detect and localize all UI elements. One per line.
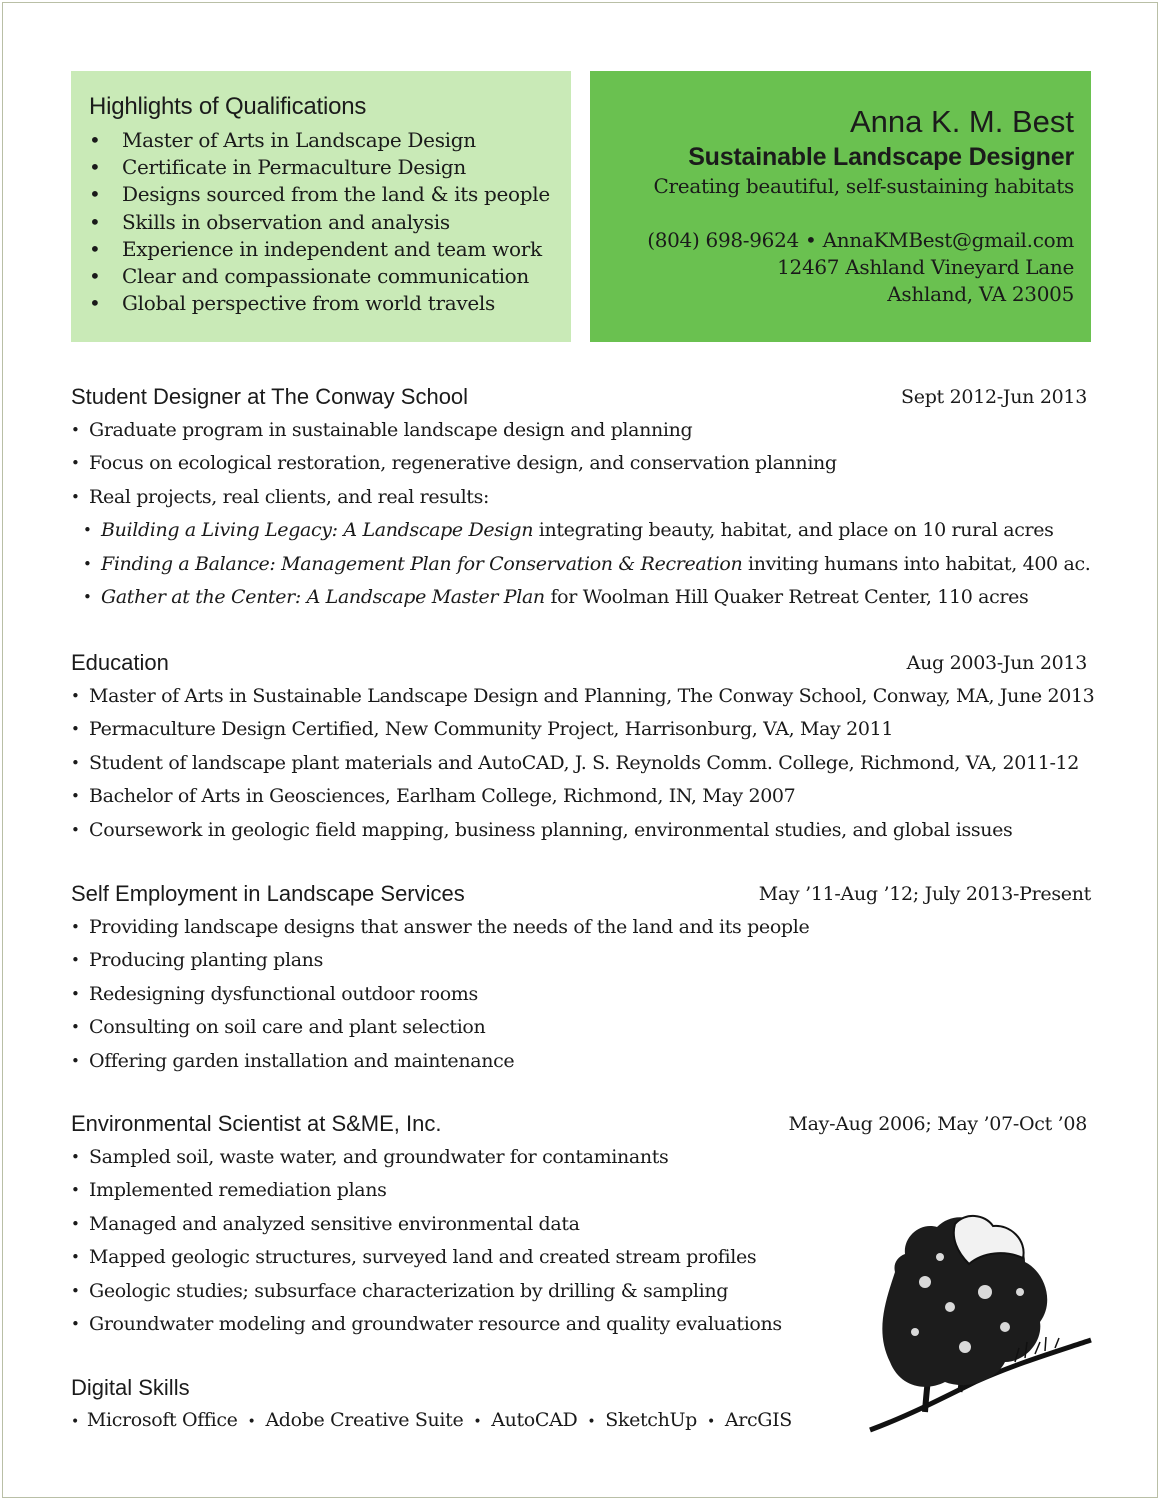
project-title: Finding a Balance: Management Plan for Conservation & Recreation	[101, 552, 743, 575]
section-title: Environmental Scientist at S&ME, Inc.	[71, 1111, 442, 1136]
list-item: • Focus on ecological restoration, regenerative design, and conservation planning	[71, 447, 1091, 480]
bullet: •	[247, 1414, 256, 1430]
list-item: • Student of landscape plant materials and AutoCAD, J. S. Reynolds Comm. College, Richmond, VA, 2011-12	[71, 747, 1091, 780]
list-item: • Mapped geologic structures, surveyed land and created stream profiles	[71, 1241, 1091, 1274]
list-item: • Master of Arts in Sustainable Landscape Design and Planning, The Conway School, Conway, MA, June 2013	[71, 680, 1091, 713]
bullet: •	[89, 264, 101, 289]
section-date: May-Aug 2006; May ’07-Oct ’08	[788, 1113, 1087, 1135]
bullet: •	[83, 588, 92, 607]
list-item: • Managed and analyzed sensitive environmental data	[71, 1208, 1091, 1241]
bullet: •	[71, 687, 80, 705]
skill: AutoCAD	[491, 1409, 578, 1431]
sub-list-item: • Gather at the Center: A Landscape Master Plan for Woolman Hill Quaker Retreat Center, 110 acres	[71, 581, 1091, 614]
bullet: •	[89, 155, 101, 180]
section-list	[71, 911, 1091, 1078]
bullet: •	[71, 487, 80, 506]
bullet: •	[89, 236, 101, 261]
skill: Adobe Creative Suite	[265, 1409, 464, 1431]
section-self-employment	[71, 881, 1091, 1078]
bullet: •	[71, 918, 80, 936]
list-item: • Designs sourced from the land & its people	[89, 181, 571, 208]
section-list	[71, 414, 1091, 614]
sub-list-item: • Finding a Balance: Management Plan for Conservation & Recreation inviting humans into habitat, 400 ac.	[71, 548, 1091, 581]
bullet: •	[71, 1248, 80, 1267]
contact-phone-email: (804) 698-9624 • AnnaKMBest@gmail.com	[647, 228, 1074, 252]
list-item: • Experience in independent and team work	[89, 236, 571, 263]
bullet: •	[89, 209, 101, 234]
bullet: •	[587, 1414, 596, 1430]
section-date: Sept 2012-Jun 2013	[901, 386, 1087, 408]
bullet: •	[71, 787, 80, 806]
applicant-name: Anna K. M. Best	[850, 104, 1074, 139]
list-item: • Groundwater modeling and groundwater resource and quality evaluations	[71, 1308, 1091, 1341]
section-title: Self Employment in Landscape Services	[71, 881, 465, 906]
bullet: •	[71, 1181, 80, 1200]
list-item: • Consulting on soil care and plant selection	[71, 1011, 1091, 1044]
list-item: • Permaculture Design Certified, New Community Project, Harrisonburg, VA, May 2011	[71, 713, 1091, 746]
highlights-box	[71, 71, 571, 342]
list-item: • Real projects, real clients, and real results:	[71, 481, 1091, 514]
list-item: • Certificate in Permaculture Design	[89, 154, 571, 181]
list-item: • Graduate program in sustainable landscape design and planning	[71, 414, 1091, 447]
section-list	[71, 680, 1095, 847]
list-item: • Clear and compassionate communication	[89, 263, 571, 290]
skill: Microsoft Office	[86, 1409, 238, 1431]
list-item: • Producing planting plans	[71, 944, 1091, 977]
bullet: •	[89, 182, 101, 207]
list-item: • Master of Arts in Landscape Design	[89, 127, 571, 154]
section-header	[71, 881, 1091, 911]
tree-illustration	[865, 1212, 1095, 1437]
bullet: •	[71, 753, 80, 772]
highlights-title: Highlights of Qualifications	[89, 93, 367, 120]
bullet: •	[89, 128, 101, 152]
section-title: Education	[71, 650, 169, 675]
bullet: •	[71, 1214, 80, 1233]
applicant-role: Sustainable Landscape Designer	[688, 143, 1074, 171]
list-item: • Geologic studies; subsurface characterization by drilling & sampling	[71, 1275, 1091, 1308]
tagline: Creating beautiful, self-sustaining habitats	[653, 174, 1074, 198]
list-item: • Bachelor of Arts in Geosciences, Earlham College, Richmond, IN, May 2007	[71, 780, 1091, 813]
bullet: •	[71, 720, 80, 739]
bullet: •	[71, 951, 80, 970]
bullet: •	[71, 1414, 79, 1430]
bullet: •	[473, 1414, 482, 1430]
bullet: •	[83, 521, 92, 540]
section-education	[71, 650, 1095, 847]
section-date: Aug 2003-Jun 2013	[906, 652, 1087, 674]
header-box	[590, 71, 1091, 342]
bullet: •	[71, 1051, 80, 1070]
bullet: •	[71, 820, 80, 839]
list-item: • Global perspective from world travels	[89, 290, 571, 317]
list-item: • Implemented remediation plans	[71, 1174, 1091, 1207]
bullet: •	[89, 291, 101, 316]
skill: SketchUp	[605, 1409, 697, 1431]
list-item: • Skills in observation and analysis	[89, 209, 571, 236]
bullet: •	[706, 1414, 715, 1430]
bullet: •	[71, 454, 80, 473]
bullet: •	[71, 1315, 80, 1334]
contact-block	[590, 227, 1074, 308]
highlights-list	[89, 127, 571, 317]
section-title: Digital Skills	[71, 1375, 190, 1400]
bullet: •	[71, 1018, 80, 1037]
bullet: •	[71, 1148, 80, 1166]
bullet: •	[71, 1281, 80, 1300]
section-header	[71, 1111, 1091, 1141]
section-title: Student Designer at The Conway School	[71, 384, 469, 409]
skill: ArcGIS	[724, 1409, 792, 1431]
list-item: • Offering garden installation and maintenance	[71, 1045, 1091, 1078]
project-title: Gather at the Center: A Landscape Master Plan	[101, 586, 545, 609]
list-item: • Coursework in geologic field mapping, business planning, environmental studies, and global issues	[71, 814, 1091, 847]
section-header	[71, 650, 1091, 680]
project-title: Building a Living Legacy: A Landscape Design	[101, 519, 534, 542]
address-line-1: 12467 Ashland Vineyard Lane	[777, 255, 1074, 279]
list-item: • Sampled soil, waste water, and groundwater for contaminants	[71, 1141, 1091, 1174]
bullet: •	[83, 554, 92, 573]
list-item: • Redesigning dysfunctional outdoor rooms	[71, 978, 1091, 1011]
sub-list-item: • Building a Living Legacy: A Landscape Design integrating beauty, habitat, and place on 10 rural acres	[71, 514, 1091, 547]
section-date: May ’11-Aug ’12; July 2013-Present	[758, 883, 1091, 905]
bullet: •	[71, 984, 80, 1003]
list-item: • Providing landscape designs that answer the needs of the land and its people	[71, 911, 1091, 944]
address-line-2: Ashland, VA 23005	[887, 282, 1074, 306]
bullet: •	[71, 421, 80, 439]
section-conway	[71, 384, 1091, 614]
section-header	[71, 384, 1091, 414]
